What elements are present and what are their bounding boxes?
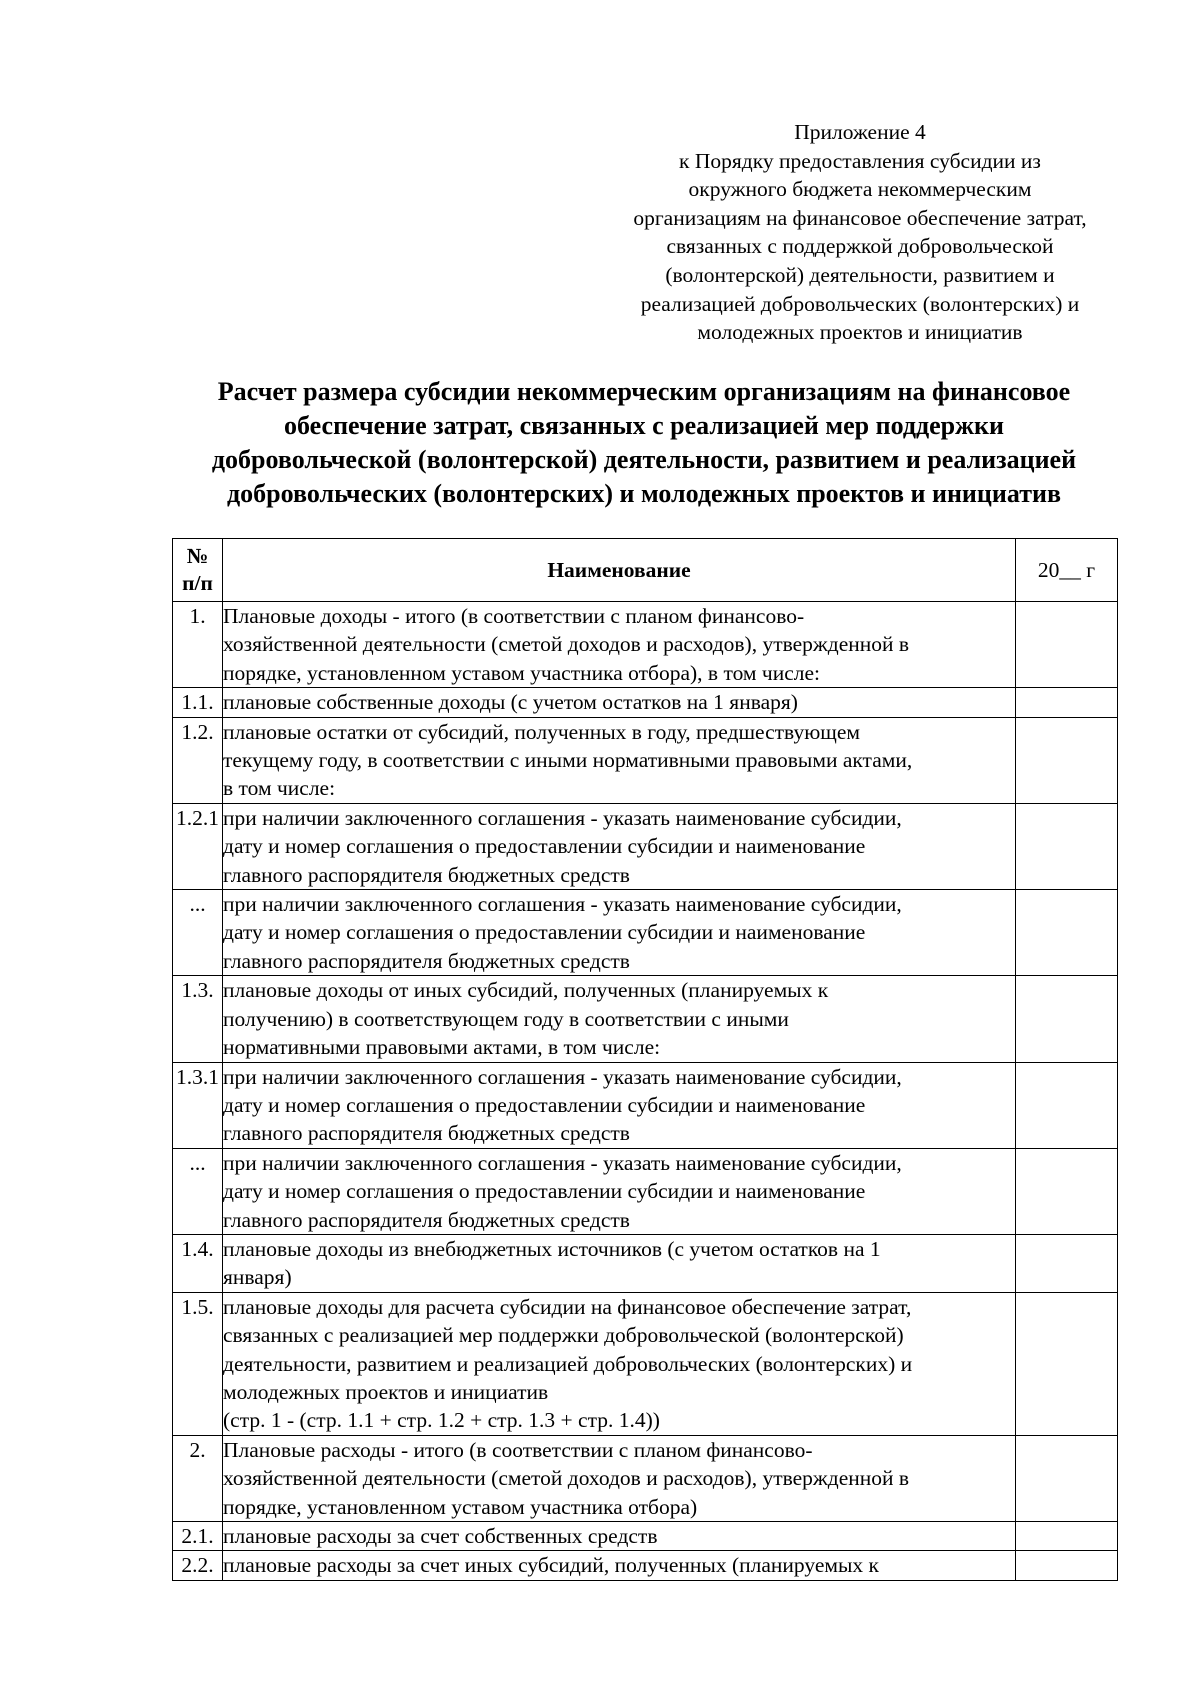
row-number: 2.1. (173, 1522, 223, 1551)
row-name-line: главного распорядителя бюджетных средств (223, 1121, 630, 1146)
row-name (223, 1148, 1016, 1234)
header-name (223, 539, 1016, 602)
row-name-line: при наличии заключенного соглашения - указать наименование субсидии, (223, 805, 902, 830)
table-row (173, 1551, 1118, 1580)
table-row (173, 890, 1118, 976)
appendix-line: связанных с поддержкой добровольческой (666, 234, 1054, 259)
row-year-value (1016, 890, 1118, 976)
row-year-value (1016, 688, 1118, 717)
document-title (150, 375, 1138, 511)
row-name-line: при наличии заключенного соглашения - указать наименование субсидии, (223, 892, 902, 917)
table-row (173, 1148, 1118, 1234)
row-name-line: плановые доходы от иных субсидий, полученных (планируемых к (223, 978, 829, 1003)
table-row (173, 1522, 1118, 1551)
row-name-line: деятельности, развитием и реализацией добровольческих (волонтерских) и (223, 1351, 913, 1376)
appendix-line: Приложение 4 (794, 120, 926, 144)
row-name-line: плановые доходы для расчета субсидии на финансовое обеспечение затрат, (223, 1294, 912, 1319)
row-name-line: плановые расходы за счет иных субсидий, полученных (планируемых к (223, 1553, 880, 1578)
row-number: 2.2. (173, 1551, 223, 1580)
table-row (173, 976, 1118, 1062)
row-year-value (1016, 1551, 1118, 1580)
row-name-line: главного распорядителя бюджетных средств (223, 948, 630, 973)
row-name (223, 717, 1016, 803)
row-name-line: молодежных проектов и инициатив (223, 1379, 549, 1404)
row-number: 1.3.1 (173, 1062, 223, 1148)
row-number: ... (173, 890, 223, 976)
table-row (173, 1435, 1118, 1521)
table-row (173, 717, 1118, 803)
row-name-line: дату и номер соглашения о предоставлении субсидии и наименование (223, 1092, 866, 1117)
appendix-line: организациям на финансовое обеспечение затрат, (633, 205, 1087, 230)
row-year-value (1016, 1435, 1118, 1521)
row-year-value (1016, 1292, 1118, 1435)
row-number: 1.1. (173, 688, 223, 717)
table-row (173, 1062, 1118, 1148)
row-number: 1. (173, 602, 223, 688)
header-num-label: № п/п (182, 544, 213, 595)
row-name (223, 1292, 1016, 1435)
row-name-line: порядке, установленном уставом участника отбора) (223, 1494, 698, 1519)
appendix-line: к Порядку предоставления субсидии из (679, 148, 1041, 173)
row-name-line: дату и номер соглашения о предоставлении субсидии и наименование (223, 1179, 866, 1204)
subsidy-calculation-table (172, 538, 1118, 1581)
row-name-line: плановые доходы из внебюджетных источников (с учетом остатков на 1 (223, 1236, 881, 1261)
row-name-line: хозяйственной деятельности (сметой доходов и расходов), утвержденной в (223, 1466, 910, 1491)
row-year-value (1016, 602, 1118, 688)
row-name (223, 1551, 1016, 1580)
appendix-line: молодежных проектов и инициатив (697, 320, 1023, 345)
appendix-note (590, 118, 1130, 347)
row-number: ... (173, 1148, 223, 1234)
title-line: добровольческой (волонтерской) деятельности, развитием и реализацией (211, 445, 1077, 474)
row-name-line: Плановые расходы - итого (в соответствии с планом финансово- (223, 1437, 813, 1462)
row-name-line: плановые собственные доходы (с учетом остатков на 1 января) (223, 690, 798, 715)
appendix-line: реализацией добровольческих (волонтерских) и (640, 291, 1080, 316)
row-number: 1.5. (173, 1292, 223, 1435)
header-year (1016, 539, 1118, 602)
row-number: 1.3. (173, 976, 223, 1062)
row-name (223, 1234, 1016, 1292)
header-num (173, 539, 223, 602)
row-year-value (1016, 1148, 1118, 1234)
title-line: обеспечение затрат, связанных с реализацией мер поддержки (284, 411, 1004, 440)
title-line: Расчет размера субсидии некоммерческим организациям на финансовое (217, 377, 1071, 406)
row-name-line: нормативными правовыми актами, в том числе: (223, 1035, 661, 1060)
table-row (173, 602, 1118, 688)
row-name (223, 1435, 1016, 1521)
row-name-line: главного распорядителя бюджетных средств (223, 862, 630, 887)
row-number: 1.2.1 (173, 803, 223, 889)
table-row (173, 688, 1118, 717)
row-name (223, 1522, 1016, 1551)
row-number: 1.2. (173, 717, 223, 803)
row-name (223, 976, 1016, 1062)
row-year-value (1016, 1062, 1118, 1148)
table-row (173, 803, 1118, 889)
table-row (173, 1234, 1118, 1292)
title-line: добровольческих (волонтерских) и молодежных проектов и инициатив (227, 479, 1061, 508)
row-name-line: главного распорядителя бюджетных средств (223, 1207, 630, 1232)
row-name (223, 1062, 1016, 1148)
row-name-line: (стр. 1 - (стр. 1.1 + стр. 1.2 + стр. 1.3 + стр. 1.4)) (223, 1408, 660, 1433)
row-name (223, 688, 1016, 717)
row-name-line: дату и номер соглашения о предоставлении субсидии и наименование (223, 834, 866, 859)
header-name-label: Наименование (547, 557, 691, 582)
row-number: 1.4. (173, 1234, 223, 1292)
row-year-value (1016, 803, 1118, 889)
row-name-line: в том числе: (223, 776, 336, 801)
table-header-row (173, 539, 1118, 602)
row-year-value (1016, 1522, 1118, 1551)
row-name-line: при наличии заключенного соглашения - указать наименование субсидии, (223, 1064, 902, 1089)
row-name (223, 803, 1016, 889)
row-number: 2. (173, 1435, 223, 1521)
row-name-line: получению) в соответствующем году в соответствии с иными (223, 1006, 789, 1031)
row-year-value (1016, 717, 1118, 803)
row-name-line: дату и номер соглашения о предоставлении субсидии и наименование (223, 920, 866, 945)
row-name-line: плановые остатки от субсидий, полученных в году, предшествующем (223, 719, 860, 744)
row-name-line: плановые расходы за счет собственных средств (223, 1524, 658, 1548)
row-name (223, 890, 1016, 976)
row-name-line: Плановые доходы - итого (в соответствии с планом финансово- (223, 604, 805, 628)
table-row (173, 1292, 1118, 1435)
row-name-line: связанных с реализацией мер поддержки добровольческой (волонтерской) (223, 1323, 904, 1348)
header-year-label: 20__ г (1037, 557, 1096, 582)
row-name-line: текущему году, в соответствии с иными нормативными правовыми актами, (223, 748, 913, 773)
row-name (223, 602, 1016, 688)
row-name-line: порядке, установленном уставом участника отбора), в том числе: (223, 660, 820, 685)
appendix-line: окружного бюджета некоммерческим (688, 177, 1032, 202)
row-name-line: хозяйственной деятельности (сметой доходов и расходов), утвержденной в (223, 632, 910, 657)
row-year-value (1016, 1234, 1118, 1292)
row-name-line: при наличии заключенного соглашения - указать наименование субсидии, (223, 1150, 902, 1175)
row-year-value (1016, 976, 1118, 1062)
appendix-line: (волонтерской) деятельности, развитием и (665, 262, 1055, 287)
row-name-line: января) (223, 1265, 292, 1290)
